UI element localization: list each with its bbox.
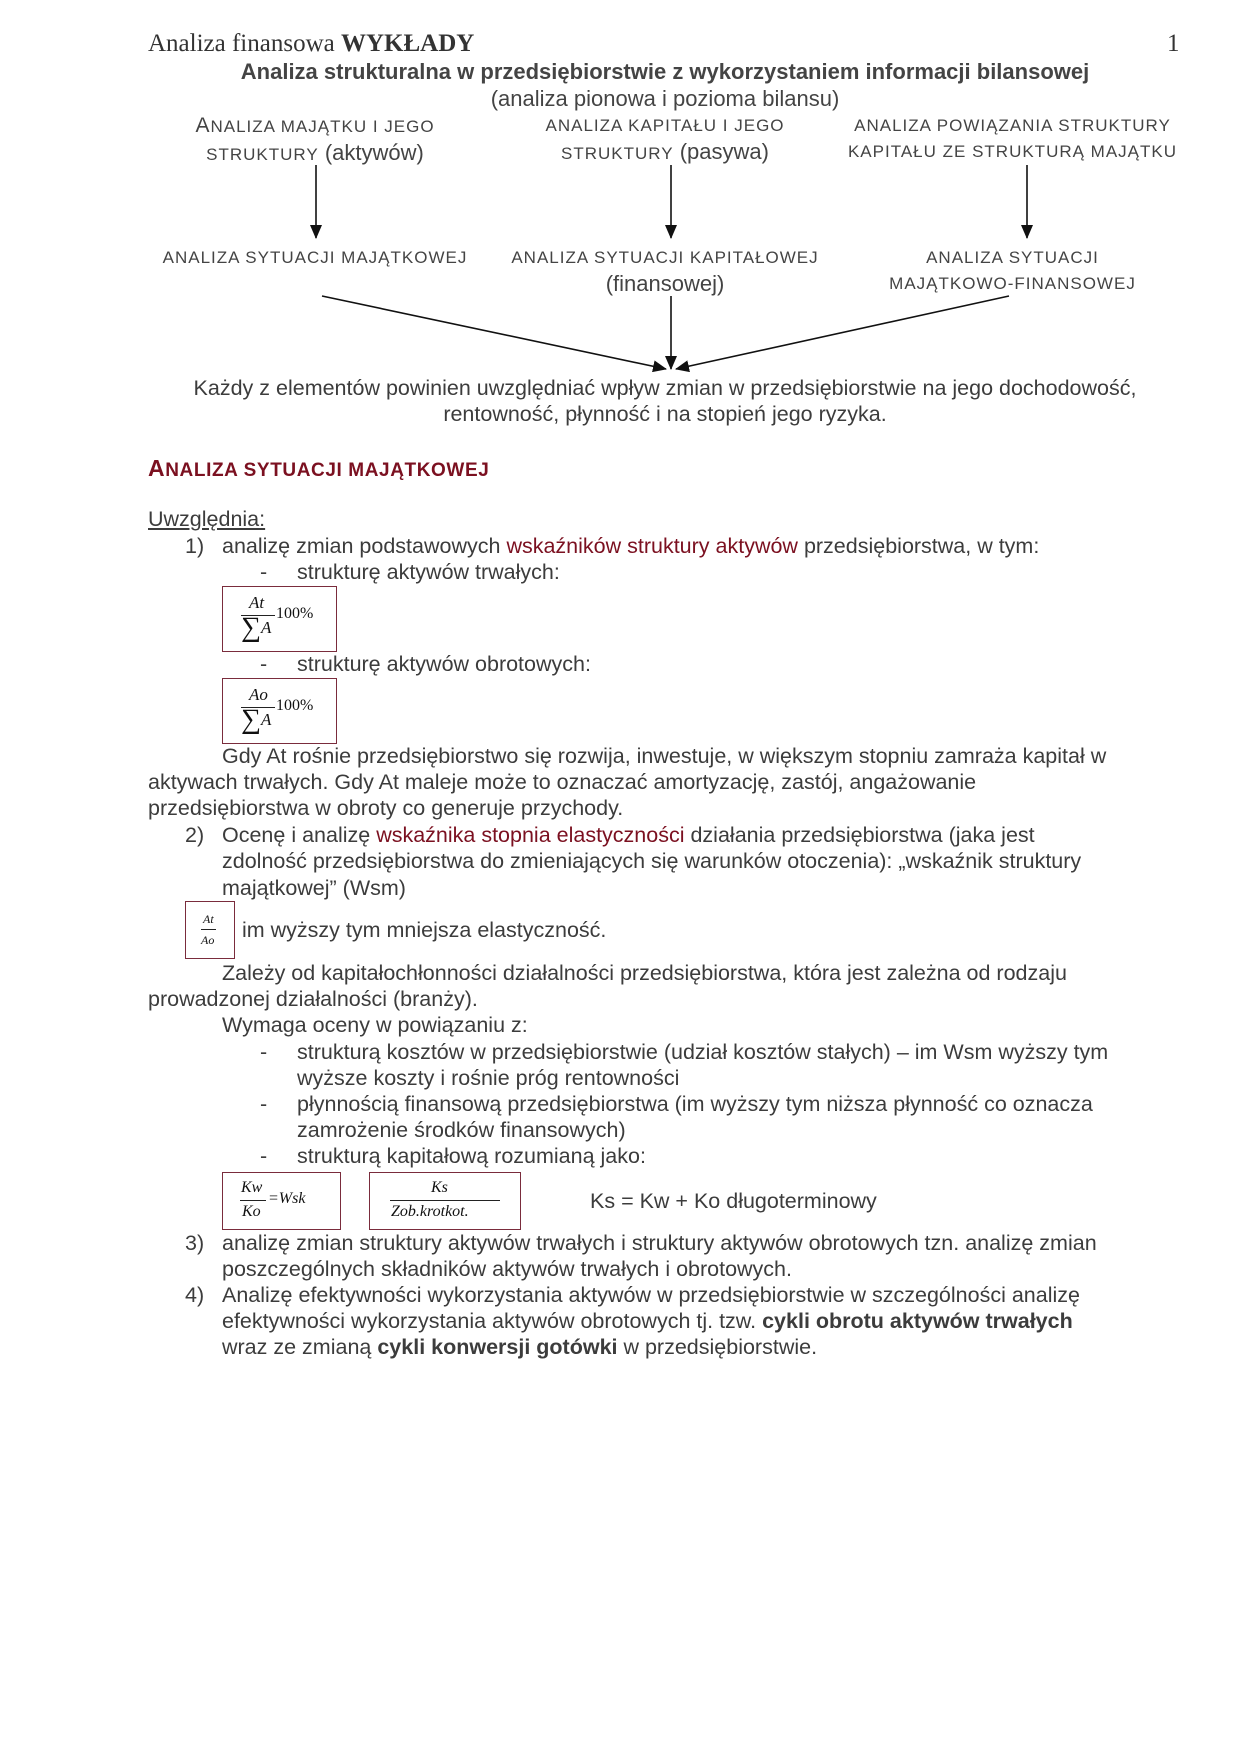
formula-box-fixed-assets <box>222 586 337 652</box>
item2-text <box>222 822 1035 848</box>
bullet-dash: - <box>260 560 268 584</box>
header-title-bold: WYKŁADY <box>340 30 475 57</box>
text: w przedsiębiorstwie. <box>617 1335 818 1359</box>
formula-result: =Wsk <box>268 1190 306 1207</box>
node-line2: STRUKTURY <box>206 145 319 164</box>
fraction-line <box>390 1200 500 1201</box>
text: działania przedsiębiorstwa (jaka jest <box>684 823 1035 847</box>
item3-line2: poszczególnych składników aktywów trwałych i obrotowych. <box>222 1257 792 1281</box>
header-title: Analiza finansowa <box>148 30 341 57</box>
sigma-icon: ∑ <box>241 612 261 643</box>
item4-line3 <box>222 1334 817 1360</box>
item1-number: 1) <box>185 534 205 558</box>
item2-bullet1-line1: strukturą kosztów w przedsiębiorstwie (udział kosztów stałych) – im Wsm wyższy tym <box>297 1040 1109 1064</box>
node-line1: ANALIZA SYTUACJI <box>926 248 1099 267</box>
formula-denominator: A <box>261 710 272 729</box>
wsm-note: im wyższy tym mniejsza elastyczność. <box>242 918 607 942</box>
item2-para1-line2: prowadzonej działalności (branży). <box>148 987 478 1011</box>
document-subtitle: (analiza pionowa i pozioma bilansu) <box>490 86 840 111</box>
highlight-text: wskaźników struktury aktywów <box>506 534 798 558</box>
bold-text: cykli konwersji gotówki <box>377 1335 618 1359</box>
formula-numerator: At <box>203 912 214 926</box>
item1-paragraph-line2: aktywach trwałych. Gdy At maleje może to oznaczać amortyzację, zastój, angażowanie <box>148 770 977 794</box>
bullet-dash: - <box>260 1144 268 1168</box>
item2-bullet2-line2: zamrożenie środków finansowych) <box>297 1118 626 1142</box>
formula-box-wsk <box>222 1172 341 1230</box>
node-line2: KAPITAŁU ZE STRUKTURĄ MAJĄTKU <box>847 142 1178 161</box>
item1-bullet2: strukturę aktywów obrotowych: <box>297 652 591 676</box>
node-line1: ANALIZA SYTUACJI KAPITAŁOWEJ <box>511 248 819 267</box>
item3-line1: analizę zmian struktury aktywów trwałych i struktury aktywów obrotowych tzn. analizę zmian <box>222 1231 1097 1255</box>
arrow-converge-icon <box>676 296 1009 369</box>
item4-number: 4) <box>185 1283 205 1307</box>
bold-text: cykli obrotu aktywów trwałych <box>762 1309 1073 1333</box>
item2-para2: Wymaga oceny w powiązaniu z: <box>222 1013 528 1037</box>
item4-line1: Analizę efektywności wykorzystania aktywów w przedsiębiorstwie w szczególności analizę <box>222 1283 1080 1307</box>
node-line2: STRUKTURY <box>561 144 674 163</box>
formula-numerator: Ao <box>249 685 268 704</box>
formula-numerator: Kw <box>241 1179 263 1196</box>
document-title: Analiza strukturalna w przedsiębiorstwie z wykorzystaniem informacji bilansowej <box>240 59 1090 84</box>
text: przedsiębiorstwa, w tym: <box>797 534 1040 558</box>
fraction-line <box>201 929 216 930</box>
text: Ocenę i analizę <box>222 823 377 847</box>
bullet-dash: - <box>260 1092 268 1116</box>
diagram-arrows <box>0 0 1240 420</box>
formula-box-wsm <box>185 901 235 959</box>
ks-definition: Ks = Kw + Ko długoterminowy <box>590 1189 877 1213</box>
item2-bullet1-line2: wyższe koszty i rośnie próg rentowności <box>297 1066 680 1090</box>
formula-numerator: Ks <box>431 1179 448 1196</box>
node-line1: ANALIZA KAPITAŁU I JEGO <box>545 116 785 135</box>
item2-line3: majątkowej” (Wsm) <box>222 876 406 900</box>
fraction-line <box>240 1200 266 1201</box>
text: efektywności wykorzystania aktywów obrotowych tj. tzw. <box>222 1309 763 1333</box>
item3-number: 3) <box>185 1231 205 1255</box>
item1-bullet1: strukturę aktywów trwałych: <box>297 560 560 584</box>
item2-para1-line1: Zależy od kapitałochłonności działalności przedsiębiorstwa, która jest zależna od rodzaju <box>222 961 1067 985</box>
formula-numerator: At <box>249 593 265 612</box>
highlight-text: wskaźnika stopnia elastyczności <box>376 823 685 847</box>
node-line1: ANALIZA SYTUACJI MAJĄTKOWEJ <box>162 248 468 267</box>
diagram-conclusion-line1: Każdy z elementów powinien uwzględniać wpływ zmian w przedsiębiorstwie na jego dochodowość, <box>193 376 1137 400</box>
formula-denominator: Ko <box>242 1203 261 1220</box>
bullet-dash: - <box>260 652 268 676</box>
intro-label: Uwzględnia: <box>148 507 266 531</box>
node-line1: NALIZA MAJĄTKU I JEGO <box>210 117 435 136</box>
heading-cap: A <box>148 455 166 481</box>
diagram-conclusion-line2: rentowność, płynność i na stopień jego ryzyka. <box>443 402 887 426</box>
page-number: 1 <box>1167 30 1180 57</box>
node-paren: (aktywów) <box>318 140 424 165</box>
formula-multiplier: 100% <box>276 697 314 714</box>
text: wraz ze zmianą <box>222 1335 378 1359</box>
formula-denominator: Ao <box>201 933 215 947</box>
bullet-dash: - <box>260 1040 268 1064</box>
item2-line2: zdolność przedsiębiorstwa do zmieniających się warunków otoczenia): „wskaźnik struktury <box>222 849 1082 873</box>
node-paren: (pasywa) <box>673 139 769 164</box>
heading-rest: NALIZA SYTUACJI MAJĄTKOWEJ <box>165 460 490 481</box>
arrow-converge-icon <box>322 296 666 369</box>
item2-bullet3: strukturą kapitałową rozumianą jako: <box>297 1144 646 1168</box>
node-line2: MAJĄTKOWO-FINANSOWEJ <box>889 274 1136 293</box>
sigma-icon: ∑ <box>241 704 261 735</box>
text: analizę zmian podstawowych <box>222 534 507 558</box>
item4-line2 <box>222 1308 1073 1334</box>
node-cap: A <box>195 114 211 137</box>
item2-number: 2) <box>185 823 205 847</box>
formula-box-current-assets <box>222 678 337 744</box>
item1-text <box>222 533 1039 559</box>
item1-paragraph-line1: Gdy At rośnie przedsiębiorstwo się rozwija, inwestuje, w większym stopniu zamraża kapitał w <box>222 744 1107 768</box>
formula-denominator: Zob.krotkot. <box>391 1203 469 1220</box>
node-line1: ANALIZA POWIĄZANIA STRUKTURY <box>854 116 1171 135</box>
formula-box-ks <box>369 1172 521 1230</box>
section-heading <box>148 455 489 482</box>
node-line2: (finansowej) <box>605 271 725 296</box>
formula-denominator: A <box>261 618 272 637</box>
item1-paragraph-line3: przedsiębiorstwa w obroty co generuje przychody. <box>148 796 624 820</box>
formula-multiplier: 100% <box>276 605 314 622</box>
item2-bullet2-line1: płynnością finansową przedsiębiorstwa (im wyższy tym niższa płynność co oznacza <box>297 1092 1093 1116</box>
